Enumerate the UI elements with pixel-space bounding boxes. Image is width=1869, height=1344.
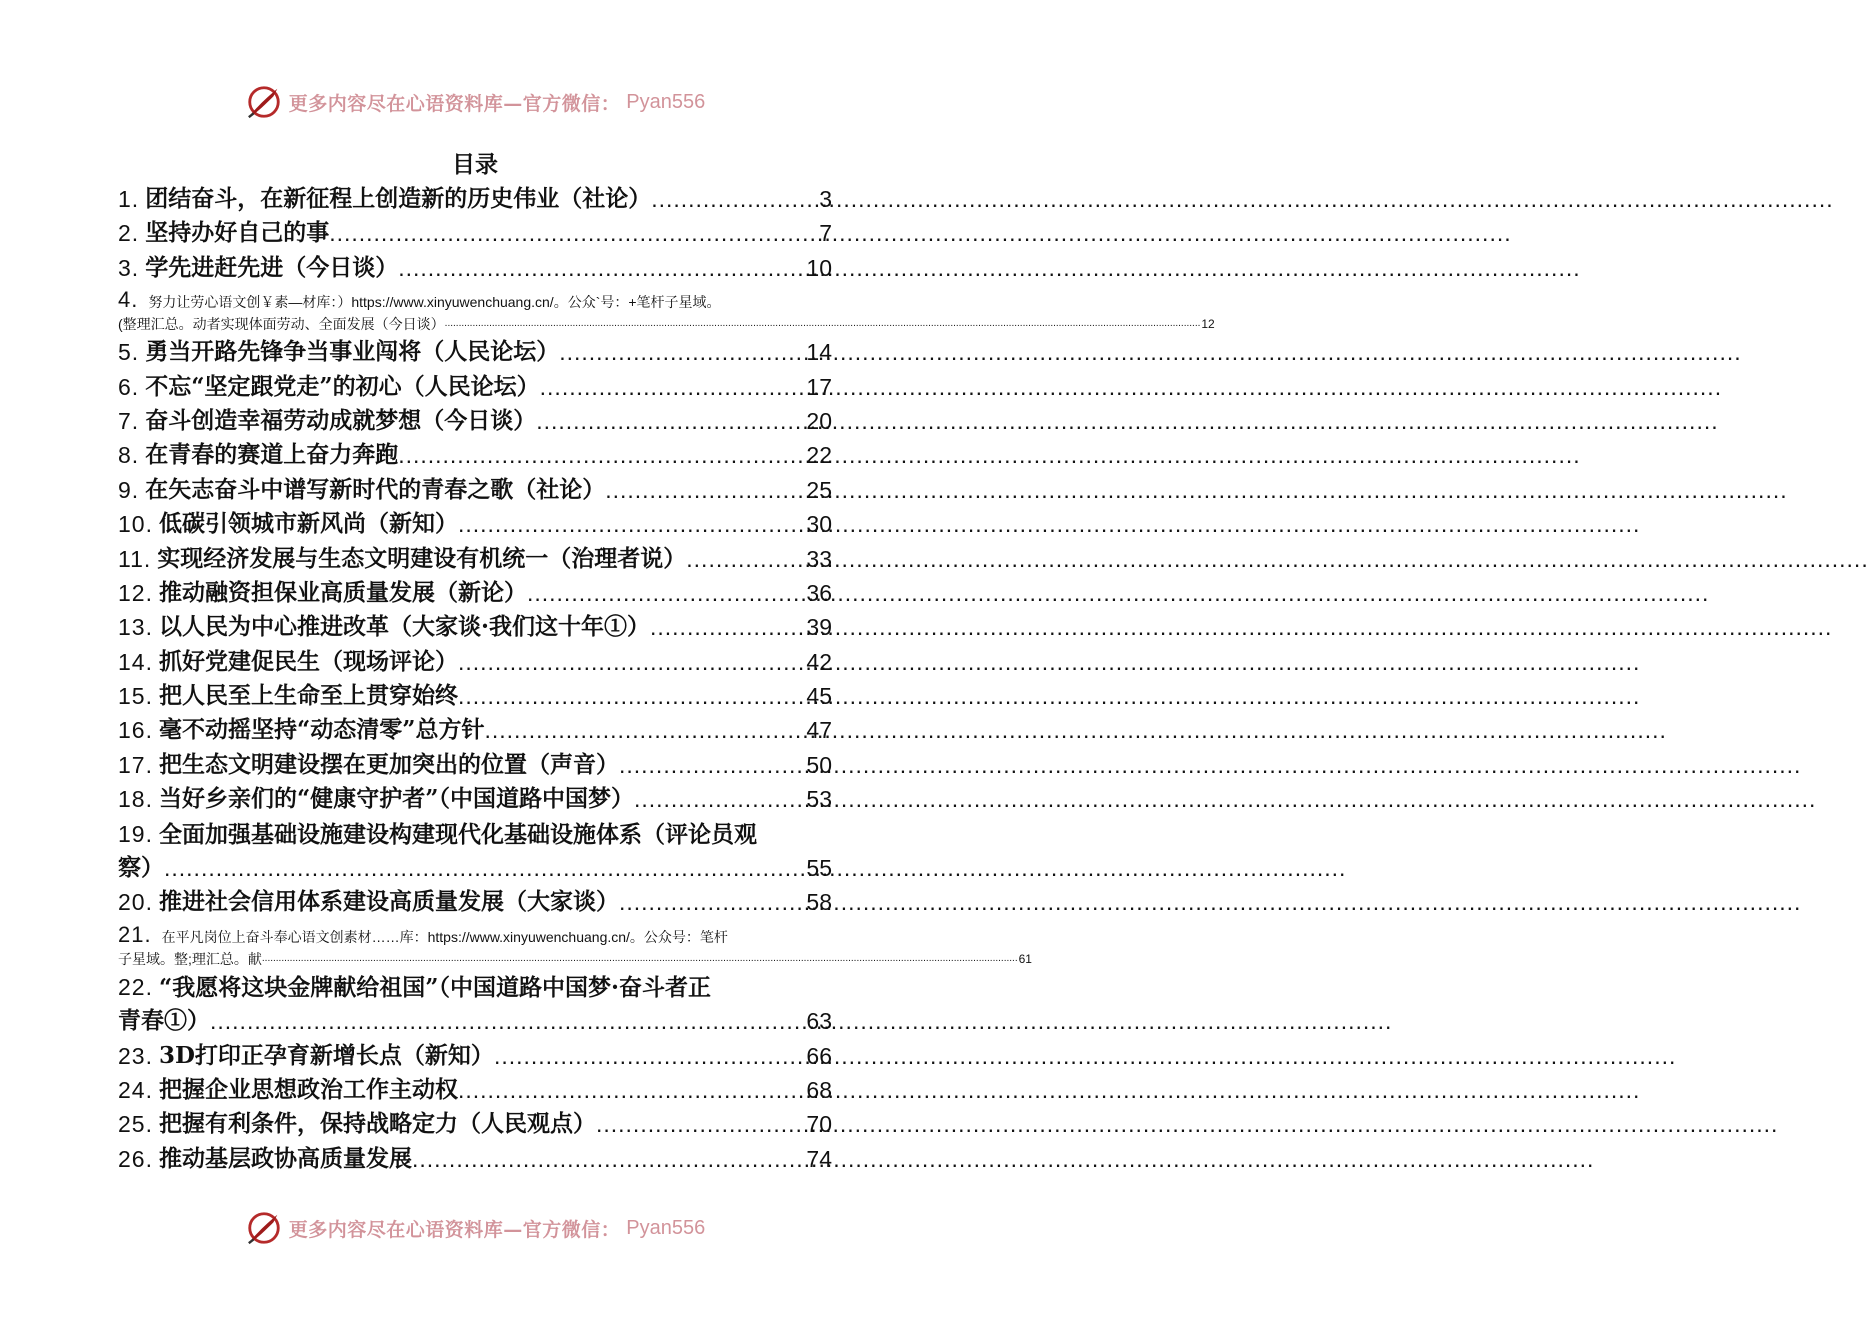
page-number: 42 — [806, 648, 832, 675]
toc-entry-23[interactable]: 23. 3D打印正孕育新增长点（新知） ..... 66 — [118, 1039, 832, 1073]
page-number: 74 — [806, 1145, 832, 1172]
page-number: 33 — [806, 545, 832, 572]
toc-entry-10[interactable]: 10. 低碳引领城市新风尚（新知） ..... 30 — [118, 507, 832, 541]
toc-entry-4[interactable]: 4. 努力让劳心语文创￥素—材库：）https://www.xinyuwenchuang.cn/。公众`号：+笔杆子星域。 (整理汇总。动者实现体面劳动、全面发展（今日谈） ..... 12 — [118, 285, 832, 335]
page-number: 47 — [806, 717, 832, 744]
toc-entry-2[interactable]: 2. 坚持办好自己的事 ..... 7 — [118, 216, 832, 250]
header-banner — [0, 82, 950, 122]
toc-entry-25[interactable]: 25. 把握有利条件，保持战略定力（人民观点） ..... 70 — [118, 1107, 832, 1141]
page-number: 12 — [1201, 317, 1215, 332]
banner-text: 更多内容尽在心语资料库—官方微信： — [288, 92, 621, 115]
page-number: 3 — [819, 185, 832, 212]
toc-entry-8[interactable]: 8. 在青春的赛道上奋力奔跑 ..... 22 — [118, 438, 832, 472]
page-number: 17 — [806, 373, 832, 400]
page-number: 61 — [1018, 951, 1032, 966]
page-number: 45 — [806, 683, 832, 710]
page-number: 22 — [806, 442, 832, 469]
toc-entry-7[interactable]: 7. 奋斗创造幸福劳动成就梦想（今日谈） ..... 20 — [118, 404, 832, 438]
toc-entry-20[interactable]: 20. 推进社会信用体系建设高质量发展（大家谈） ..... 58 — [118, 885, 832, 919]
page-number: 20 — [806, 407, 832, 434]
page-number: 7 — [819, 220, 832, 247]
toc-entry-11[interactable]: 11. 实现经济发展与生态文明建设有机统一（治理者说） ..... 33 — [118, 542, 832, 576]
toc-entry-24[interactable]: 24. 把握企业思想政治工作主动权 ..... 68 — [118, 1073, 832, 1107]
toc-entry-17[interactable]: 17. 把生态文明建设摆在更加突出的位置（声音） ..... 50 — [118, 748, 832, 782]
page-number: 10 — [806, 254, 832, 281]
page-number: 25 — [806, 476, 832, 503]
banner-wechat-id: Pyan556 — [626, 1216, 706, 1239]
toc-entry-18[interactable]: 18. 当好乡亲们的“健康守护者”（中国道路中国梦） ..... 53 — [118, 782, 832, 816]
page-number: 70 — [806, 1111, 832, 1138]
toc-title: 目录 — [452, 151, 498, 178]
toc-entry-26[interactable]: 26. 推动基层政协高质量发展 ..... 74 — [118, 1142, 832, 1176]
page-number: 50 — [806, 751, 832, 778]
page-number: 36 — [806, 579, 832, 606]
toc-entry-19[interactable]: 19. 全面加强基础设施建设构建现代化基础设施体系（评论员观 察） ..... 55 — [118, 817, 832, 886]
page-number: 30 — [806, 511, 832, 538]
pen-logo-icon — [245, 83, 283, 121]
toc-entry-22[interactable]: 22. “我愿将这块金牌献给祖国”（中国道路中国梦·奋斗者正 青春①） ..... 63 — [118, 970, 832, 1039]
toc-entry-12[interactable]: 12. 推动融资担保业高质量发展（新论） ..... 36 — [118, 576, 832, 610]
footer-banner — [0, 1208, 950, 1248]
toc-entry-13[interactable]: 13. 以人民为中心推进改革（大家谈·我们这十年①） ..... 39 — [118, 610, 832, 644]
page-number: 63 — [806, 1008, 832, 1035]
toc-entry-1[interactable]: 1. 团结奋斗，在新征程上创造新的历史伟业（社论） ..... 3 — [118, 182, 832, 216]
toc-entry-5[interactable]: 5. 勇当开路先锋争当事业闯将（人民论坛） ..... 14 — [118, 335, 832, 369]
page-number: 68 — [806, 1076, 832, 1103]
table-of-contents — [118, 182, 1215, 1176]
banner-text: 更多内容尽在心语资料库—官方微信： — [288, 1218, 621, 1241]
toc-entry-3[interactable]: 3. 学先进赶先进（今日谈） ..... 10 — [118, 251, 832, 285]
page-number: 53 — [806, 786, 832, 813]
page-number: 39 — [806, 614, 832, 641]
toc-entry-16[interactable]: 16. 毫不动摇坚持“动态清零”总方针 ..... 47 — [118, 713, 832, 747]
toc-entry-9[interactable]: 9. 在矢志奋斗中谱写新时代的青春之歌（社论） ..... 25 — [118, 473, 832, 507]
banner-wechat-id: Pyan556 — [626, 90, 706, 113]
page-number: 14 — [806, 339, 832, 366]
toc-entry-15[interactable]: 15. 把人民至上生命至上贯穿始终 ..... 45 — [118, 679, 832, 713]
toc-entry-14[interactable]: 14. 抓好党建促民生（现场评论） ..... 42 — [118, 645, 832, 679]
page-number: 58 — [806, 889, 832, 916]
page-number: 55 — [806, 855, 832, 882]
pen-logo-icon — [245, 1209, 283, 1247]
toc-entry-6[interactable]: 6. 不忘“坚定跟党走”的初心（人民论坛） ..... 17 — [118, 370, 832, 404]
page-number: 66 — [806, 1042, 832, 1069]
toc-entry-21[interactable]: 21. 在平凡岗位上奋斗奉心语文创素材……库：https://www.xinyuwenchuang.cn/。公众号：笔杆 子星域。整;理汇总。献 ..... 61 — [118, 920, 832, 970]
